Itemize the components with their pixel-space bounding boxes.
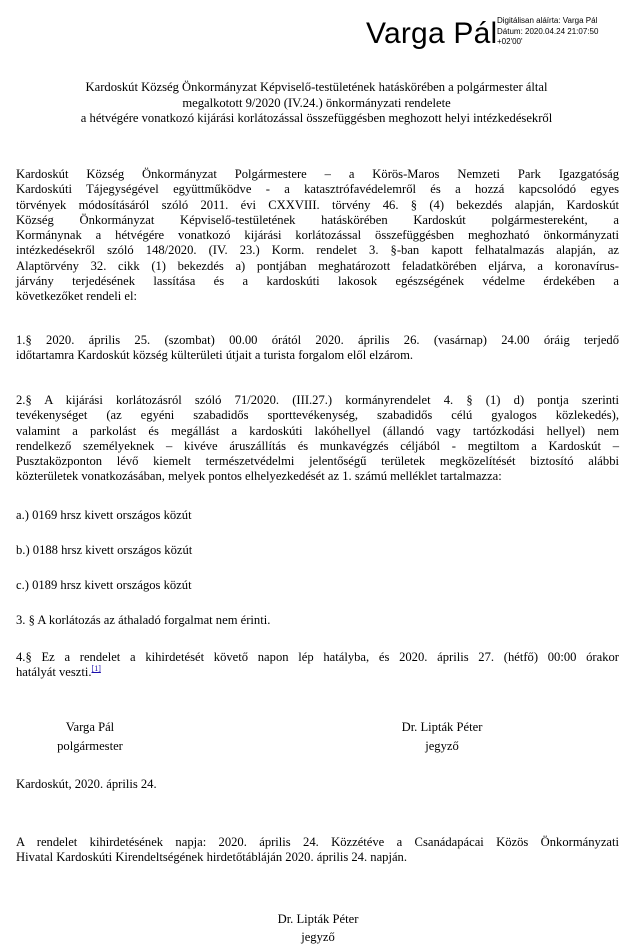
announcement-line: Hivatal Kardoskúti Kirendeltségének hirdetőtábláján 2020. április 24. napján. [16, 850, 407, 865]
preamble-paragraph [16, 167, 619, 305]
section-4-line [16, 665, 619, 680]
preamble-line: Kardoskúti Tájegységével együttműködve - a katasztrófavédelemről és a hozzá kapcsolódó egyes [16, 182, 619, 197]
section-2-line: Pusztaközponton lévő kiemelt természetvédelmi jelentőségű területek megközelítését biztosító alábbi [16, 454, 619, 469]
signer-left [35, 718, 145, 755]
signature-name: Varga Pál [366, 17, 498, 50]
section-2-line: 2.§ A kijárási korlátozásról szóló 71/2020. (III.27.) kormányrendelet 4. § (1) d) pontja szerinti [16, 393, 619, 407]
bottom-signer-role: jegyző [301, 930, 335, 944]
preamble-line: Kormánynak a hétvégére vonatkozó kijárási korlátozással összefüggésben meghozható önkormányzati [16, 228, 619, 243]
signature-details [497, 16, 598, 48]
section-4 [16, 650, 619, 681]
section-2-line: valamint a parkolást és megállást a kardoskúti lakóhellyel (állandó vagy tartózkodási hellyel) nem [16, 423, 619, 438]
footnote-link[interactable]: [1] [91, 664, 101, 674]
preamble-line: törvények módosításáról szóló 2011. évi CXXVIII. törvény 46. § (4) bekezdés alapján, Kardoskút [16, 197, 619, 212]
place-date: Kardoskút, 2020. április 24. [16, 777, 157, 791]
signer-right-name: Dr. Lipták Péter [401, 720, 483, 734]
bottom-signer-name: Dr. Lipták Péter [277, 912, 359, 926]
title-line-2: megalkotott 9/2020 (IV.24.) önkormányzati rendelete [182, 95, 451, 110]
section-3: 3. § A korlátozás az áthaladó forgalmat nem érinti. [16, 613, 271, 627]
signer-right [382, 718, 502, 755]
signer-left-name: Varga Pál [65, 720, 115, 734]
signer-right-role: jegyző [425, 738, 459, 753]
title-line-1: Kardoskút Község Önkormányzat Képviselő-testületének hatáskörében a polgármester által [85, 80, 548, 94]
section-4-line: 4.§ Ez a rendelet a kihirdetését követő napon lép hatályba, és 2020. április 27. (hétfő) 00:00 órakor [16, 650, 619, 664]
signature-signed-by: Digitálisan aláírta: Varga Pál [497, 16, 598, 25]
section-1 [16, 333, 619, 364]
section-4-line-2-text: hatályát veszti. [16, 665, 92, 680]
section-2-line: közterületek vonatkozásában, melyek pontos elhelyezkedését az 1. számú melléklet tartalmazza: [16, 469, 502, 484]
section-2-line: rendelkező személyeknek – kivéve áruszállítás és munkavégzés céljából - megtiltom a Kardoskút – [16, 438, 619, 453]
preamble-line: Kardoskút Község Önkormányzat Polgármestere – a Körös-Maros Nemzeti Park Igazgatóság [16, 167, 619, 181]
section-2 [16, 393, 619, 485]
announcement [16, 835, 619, 866]
section-2-line: tevékenységet (az egyéni szabadidős sporttevékenység, szabadidős célú gyalogos közlekedés), [16, 408, 619, 423]
title-line-3: a hétvégére vonatkozó kijárási korlátozással összefüggésben meghozott helyi intézkedésekről [80, 111, 553, 125]
list-item-b: b.) 0188 hrsz kivett országos közút [16, 543, 193, 557]
bottom-signer [258, 910, 378, 946]
section-1-line: 1.§ 2020. április 25. (szombat) 00.00 órától 2020. április 26. (vasárnap) 24.00 óráig terjedő [16, 333, 619, 347]
signature-date: Dátum: 2020.04.24 21:07:50 [497, 26, 599, 36]
preamble-line: intézkedésekről szóló 148/2020. (IV. 23.) Korm. rendelet 3. §-ban kapott felhatalmazás alapján, az [16, 243, 619, 258]
section-1-line: időtartamra Kardoskút község külterületi útjait a turista forgalom elől elzárom. [16, 348, 414, 363]
list-item-a: a.) 0169 hrsz kivett országos közút [16, 508, 192, 522]
document-title [16, 80, 617, 127]
signer-left-role: polgármester [57, 738, 123, 753]
announcement-line: A rendelet kihirdetésének napja: 2020. április 24. Közzétéve a Csanádapácai Közös Önkormányzati [16, 835, 619, 849]
signature-timezone: +02'00' [497, 37, 523, 46]
preamble-line: következőket rendeli el: [16, 289, 137, 304]
preamble-line: Alaptörvény 32. cikk (1) bekezdés a) pontjában meghatározott feladatkörében eljárva, a koronavírus- [16, 258, 619, 273]
list-item-c: c.) 0189 hrsz kivett országos közút [16, 578, 192, 592]
digital-signature [366, 14, 628, 58]
preamble-line: járvány terjedésének lassítása és a kardoskúti lakosok egészségének védelme érdekében a [16, 274, 619, 289]
preamble-line: Község Önkormányzat Képviselő-testületének hatáskörében Kardoskút polgármestereként, a [16, 212, 619, 227]
